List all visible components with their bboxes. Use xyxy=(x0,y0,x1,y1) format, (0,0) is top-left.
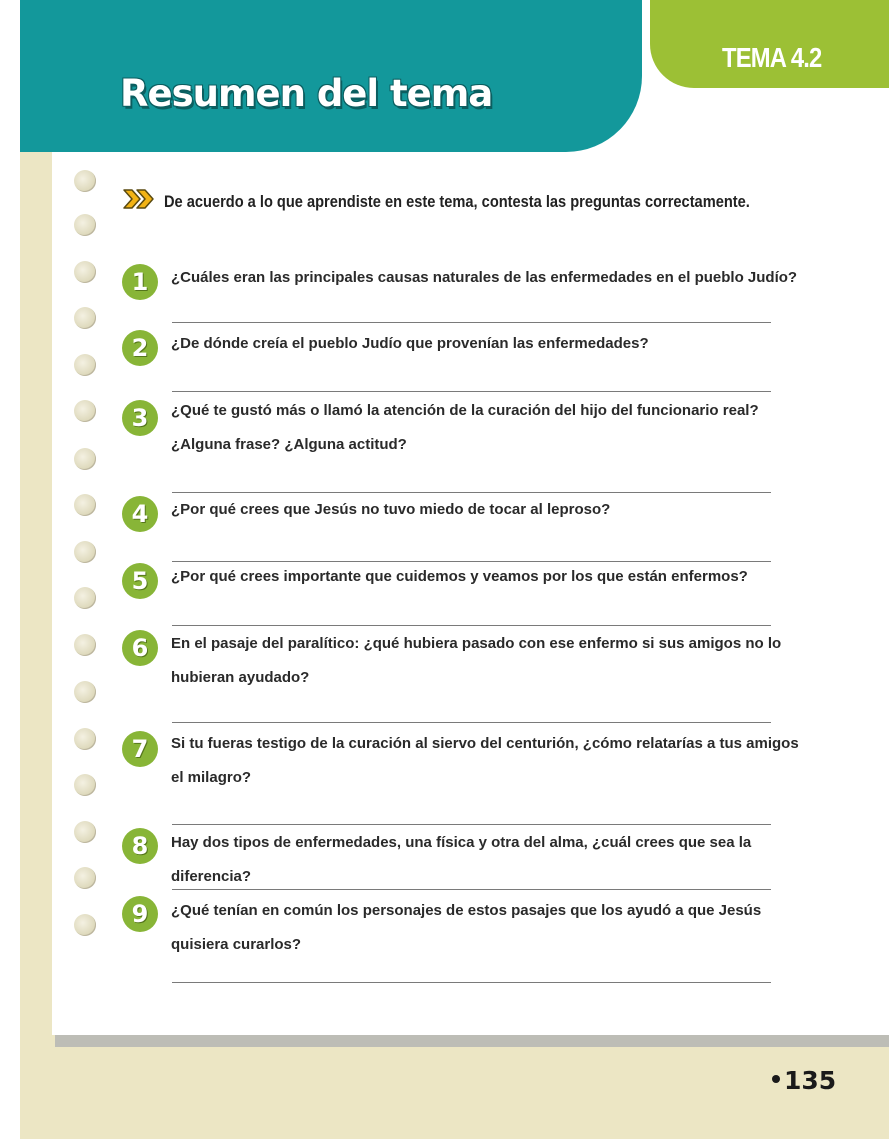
binder-hole xyxy=(74,170,96,192)
binder-hole xyxy=(74,261,96,283)
answer-line[interactable] xyxy=(172,824,771,825)
bullet-dot xyxy=(772,1075,780,1083)
binder-hole xyxy=(74,214,96,236)
question-number: 1 xyxy=(122,264,158,300)
binder-hole xyxy=(74,400,96,422)
binder-hole xyxy=(74,587,96,609)
binder-hole xyxy=(74,867,96,889)
answer-line[interactable] xyxy=(172,722,771,723)
question-text: ¿Cuáles eran las principales causas naturales de las enfermedades en el pueblo Judío? xyxy=(171,269,798,286)
answer-line[interactable] xyxy=(172,982,771,983)
question-number: 9 xyxy=(122,896,158,932)
question-number: 2 xyxy=(122,330,158,366)
answer-line[interactable] xyxy=(172,889,771,890)
question-number: 5 xyxy=(122,563,158,599)
question-text: ¿Qué te gustó más o llamó la atención de la curación del hijo del funcionario real? ¿Alguna frase? ¿Alguna actitud? xyxy=(171,402,759,453)
question-number: 6 xyxy=(122,630,158,666)
page-number xyxy=(772,1066,836,1095)
binder-hole xyxy=(74,354,96,376)
question-text: ¿Qué tenían en común los personajes de estos pasajes que los ayudó a que Jesús quisiera curarlos? xyxy=(171,902,762,953)
paper-shadow xyxy=(55,1035,889,1047)
question-text: ¿Por qué crees que Jesús no tuvo miedo de tocar al leproso? xyxy=(171,501,611,518)
binder-hole xyxy=(74,307,96,329)
question-number: 4 xyxy=(122,496,158,532)
answer-line[interactable] xyxy=(172,625,771,626)
instructions-text: De acuerdo a lo que aprendiste en este tema, contesta las preguntas correctamente. xyxy=(164,192,750,211)
question-number: 7 xyxy=(122,731,158,767)
question-text: En el pasaje del paralítico: ¿qué hubiera pasado con ese enfermo si sus amigos no lo hubieran ayudado? xyxy=(171,635,782,686)
binder-hole xyxy=(74,634,96,656)
binder-hole xyxy=(74,541,96,563)
binder-hole xyxy=(74,728,96,750)
page-title: Resumen del tema xyxy=(120,72,493,115)
question-text: Si tu fueras testigo de la curación al siervo del centurión, ¿cómo relatarías a tus amigos el milagro? xyxy=(171,735,799,786)
answer-line[interactable] xyxy=(172,322,771,323)
binder-hole xyxy=(74,494,96,516)
binder-hole xyxy=(74,774,96,796)
binder-hole xyxy=(74,914,96,936)
binder-hole xyxy=(74,448,96,470)
answer-line[interactable] xyxy=(172,391,771,392)
question-text: Hay dos tipos de enfermedades, una física y otra del alma, ¿cuál crees que sea la diferencia? xyxy=(171,834,752,885)
binder-hole xyxy=(74,681,96,703)
tema-label: TEMA 4.2 xyxy=(722,42,822,73)
page-number-value: 135 xyxy=(784,1066,837,1095)
double-chevron-icon xyxy=(122,188,156,210)
question-number: 3 xyxy=(122,400,158,436)
binder-hole xyxy=(74,821,96,843)
question-text: ¿Por qué crees importante que cuidemos y veamos por los que están enfermos? xyxy=(171,568,748,585)
question-text: ¿De dónde creía el pueblo Judío que provenían las enfermedades? xyxy=(171,335,649,352)
question-number: 8 xyxy=(122,828,158,864)
